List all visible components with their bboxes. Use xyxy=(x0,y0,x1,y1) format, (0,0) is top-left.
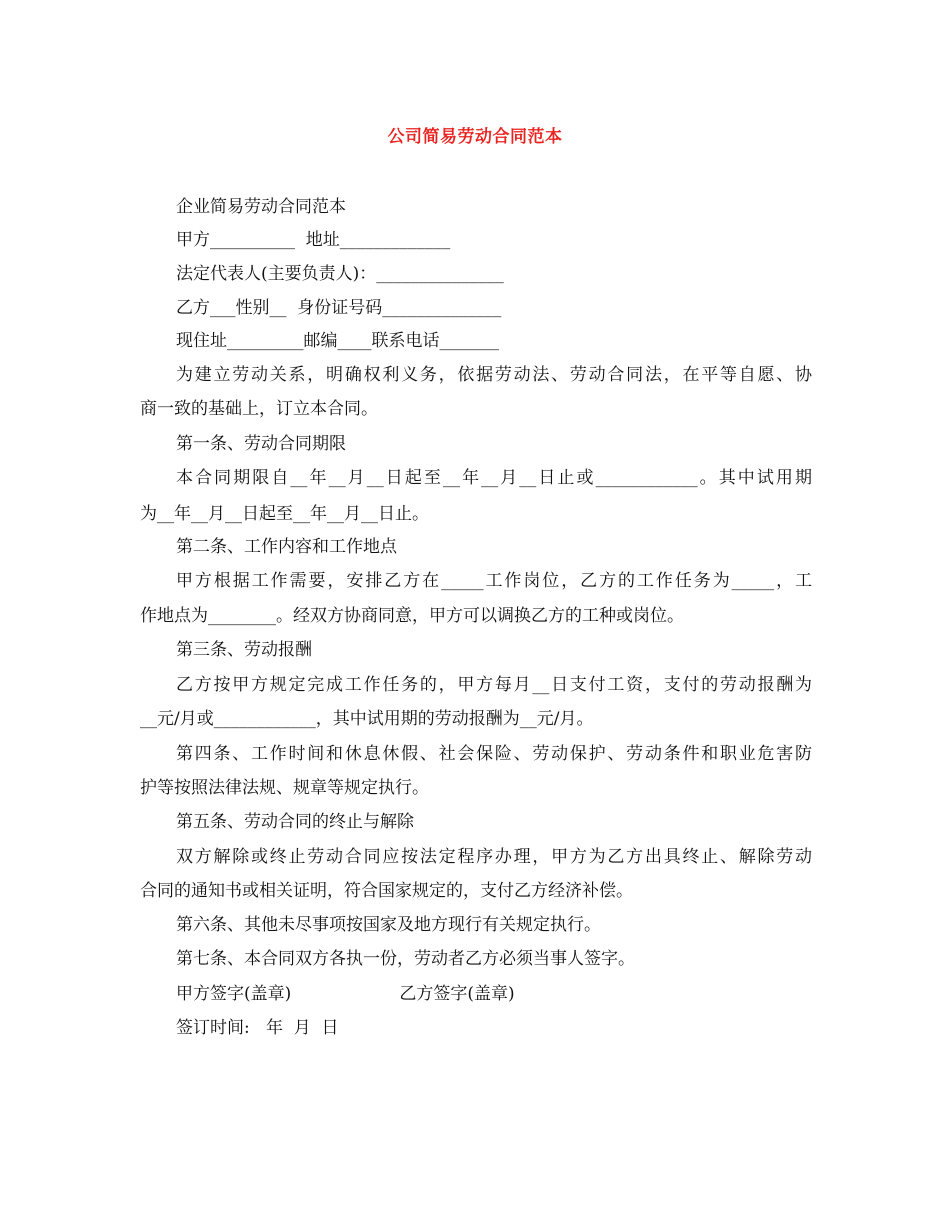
signing-date-line: 签订时间: 年 月 日 xyxy=(176,1018,339,1038)
article-2-line-1: 甲方根据工作需要，安排乙方在_____工作岗位，乙方的工作任务为_____，工 xyxy=(176,571,812,591)
preamble-line-2: 商一致的基础上，订立本合同。 xyxy=(140,399,378,419)
article-7-line: 第七条、本合同双方各执一份，劳动者乙方必须当事人签字。 xyxy=(176,949,635,969)
article-2-heading: 第二条、工作内容和工作地点 xyxy=(176,537,397,557)
article-5-heading: 第五条、劳动合同的终止与解除 xyxy=(176,812,414,832)
signature-line: 甲方签字(盖章) 乙方签字(盖章) xyxy=(176,984,515,1004)
article-5-line-2: 合同的通知书或相关证明，符合国家规定的，支付乙方经济补偿。 xyxy=(140,881,633,901)
subtitle-line: 企业简易劳动合同范本 xyxy=(176,197,346,217)
article-6-line: 第六条、其他未尽事项按国家及地方现行有关规定执行。 xyxy=(176,915,601,935)
document-title: 公司简易劳动合同范本 xyxy=(387,127,563,147)
party-a-line: 甲方__________ 地址_____________ xyxy=(176,230,451,250)
article-3-heading: 第三条、劳动报酬 xyxy=(176,640,312,660)
party-b-line: 乙方___性别__ 身份证号码______________ xyxy=(176,298,502,318)
article-1-line-2: 为__年__月__日起至__年__月__日止。 xyxy=(140,504,429,524)
article-3-line-2: __元/月或____________，其中试用期的劳动报酬为__元/月。 xyxy=(140,709,594,729)
article-3-line-1: 乙方按甲方规定完成工作任务的，甲方每月__日支付工资，支付的劳动报酬为 xyxy=(176,675,812,695)
article-4-line-2: 护等按照法律法规、规章等规定执行。 xyxy=(140,778,429,798)
legal-representative-line: 法定代表人(主要负责人)：_______________ xyxy=(176,264,504,284)
article-2-line-2: 作地点为________。经双方协商同意，甲方可以调换乙方的工种或岗位。 xyxy=(140,606,684,626)
preamble-line-1: 为建立劳动关系，明确权利义务，依据劳动法、劳动合同法，在平等自愿、协 xyxy=(176,365,812,385)
article-1-heading: 第一条、劳动合同期限 xyxy=(176,434,346,454)
article-4-line-1: 第四条、工作时间和休息休假、社会保险、劳动保护、劳动条件和职业危害防 xyxy=(176,744,812,764)
article-1-line-1: 本合同期限自__年__月__日起至__年__月__日止或____________。其中试用期 xyxy=(176,468,812,488)
article-5-line-1: 双方解除或终止劳动合同应按法定程序办理，甲方为乙方出具终止、解除劳动 xyxy=(176,847,812,867)
address-line: 现住址_________邮编____联系电话_______ xyxy=(176,331,499,351)
